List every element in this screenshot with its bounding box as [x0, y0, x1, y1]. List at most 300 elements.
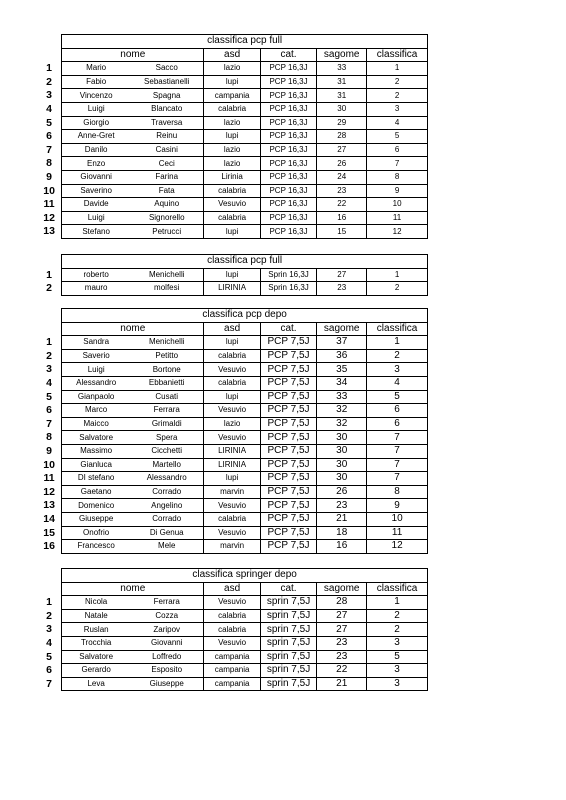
- table-title: classifica pcp full: [62, 35, 428, 49]
- row-number: 1: [46, 62, 53, 75]
- ranking-table-4: [40, 568, 428, 691]
- row-number: 3: [46, 363, 53, 376]
- sagome-cell: 16: [317, 540, 367, 554]
- classifica-cell: 4: [367, 116, 428, 130]
- sagome-cell: 30: [317, 444, 367, 458]
- ranking-table-2: [40, 254, 428, 296]
- table-row: [40, 268, 428, 282]
- column-header-classifica: classifica: [367, 48, 428, 62]
- first-name-cell: Mario: [62, 62, 130, 76]
- table-row: [40, 157, 428, 171]
- classifica-cell: 10: [367, 198, 428, 212]
- sagome-cell: 32: [317, 417, 367, 431]
- asd-cell: Lirinia: [204, 170, 260, 184]
- column-header-nome: nome: [62, 322, 204, 336]
- category-cell: PCP 7,5J: [260, 363, 316, 377]
- first-name-cell: Giovanni: [62, 170, 130, 184]
- classifica-cell: 12: [367, 225, 428, 239]
- last-name-cell: Esposito: [130, 664, 204, 678]
- row-number: 6: [46, 130, 53, 143]
- column-header-sagome: sagome: [317, 48, 367, 62]
- row-number: 3: [46, 623, 53, 636]
- classifica-cell: 7: [367, 444, 428, 458]
- sagome-cell: 27: [317, 143, 367, 157]
- first-name-cell: Anne-Gret: [62, 130, 130, 144]
- sagome-cell: 30: [317, 458, 367, 472]
- table-row: [40, 282, 428, 296]
- asd-cell: lupi: [204, 225, 260, 239]
- asd-cell: Vesuvio: [204, 404, 260, 418]
- classifica-cell: 2: [367, 349, 428, 363]
- last-name-cell: Mele: [130, 540, 204, 554]
- category-cell: PCP 16,3J: [260, 143, 316, 157]
- last-name-cell: Sacco: [130, 62, 204, 76]
- first-name-cell: Fabio: [62, 75, 130, 89]
- asd-cell: Vesuvio: [204, 499, 260, 513]
- category-cell: PCP 7,5J: [260, 431, 316, 445]
- asd-cell: marvin: [204, 485, 260, 499]
- sagome-cell: 23: [317, 282, 367, 296]
- table-row: [40, 198, 428, 212]
- table-row: [40, 444, 428, 458]
- row-number-spacer: [40, 35, 62, 49]
- classifica-cell: 3: [367, 363, 428, 377]
- table-row: [40, 458, 428, 472]
- sagome-cell: 34: [317, 376, 367, 390]
- first-name-cell: Nicola: [62, 596, 130, 610]
- classifica-cell: 4: [367, 376, 428, 390]
- column-header-classifica: classifica: [367, 322, 428, 336]
- last-name-cell: Petrucci: [130, 225, 204, 239]
- row-number: 6: [46, 664, 53, 677]
- row-number-spacer: [40, 309, 62, 323]
- asd-cell: lupi: [204, 130, 260, 144]
- asd-cell: Vesuvio: [204, 596, 260, 610]
- category-cell: PCP 7,5J: [260, 458, 316, 472]
- asd-cell: calabria: [204, 609, 260, 623]
- classifica-cell: 1: [367, 336, 428, 350]
- ranking-table-1: [40, 34, 428, 239]
- last-name-cell: Aquino: [130, 198, 204, 212]
- sagome-cell: 26: [317, 485, 367, 499]
- first-name-cell: Luigi: [62, 211, 130, 225]
- sagome-cell: 16: [317, 211, 367, 225]
- first-name-cell: Luigi: [62, 102, 130, 116]
- row-number: 3: [46, 89, 53, 102]
- row-number: 7: [46, 677, 53, 690]
- ranking-table-3: [40, 308, 428, 554]
- sagome-cell: 31: [317, 89, 367, 103]
- category-cell: sprin 7,5J: [260, 623, 316, 637]
- row-number: 5: [46, 650, 53, 663]
- table-row: [40, 363, 428, 377]
- first-name-cell: Salvatore: [62, 431, 130, 445]
- table-row: [40, 75, 428, 89]
- classifica-cell: 12: [367, 540, 428, 554]
- last-name-cell: Giuseppe: [130, 677, 204, 691]
- sagome-cell: 33: [317, 390, 367, 404]
- category-cell: PCP 7,5J: [260, 499, 316, 513]
- first-name-cell: Gerardo: [62, 664, 130, 678]
- asd-cell: marvin: [204, 540, 260, 554]
- row-number: 13: [43, 499, 55, 512]
- last-name-cell: molfesi: [130, 282, 204, 296]
- row-number: 5: [46, 116, 53, 129]
- last-name-cell: Corrado: [130, 512, 204, 526]
- first-name-cell: Domenico: [62, 499, 130, 513]
- table-row: [40, 143, 428, 157]
- classifica-cell: 8: [367, 170, 428, 184]
- classifica-cell: 10: [367, 512, 428, 526]
- asd-cell: campania: [204, 89, 260, 103]
- table-row: [40, 130, 428, 144]
- classifica-cell: 2: [367, 623, 428, 637]
- table-row: [40, 376, 428, 390]
- table-row: [40, 636, 428, 650]
- column-header-nome: nome: [62, 48, 204, 62]
- asd-cell: lazio: [204, 116, 260, 130]
- category-cell: PCP 16,3J: [260, 170, 316, 184]
- table-row: [40, 526, 428, 540]
- last-name-cell: Blancato: [130, 102, 204, 116]
- row-number: 12: [43, 211, 55, 224]
- last-name-cell: Di Genua: [130, 526, 204, 540]
- last-name-cell: Spagna: [130, 89, 204, 103]
- category-cell: PCP 16,3J: [260, 62, 316, 76]
- asd-cell: Vesuvio: [204, 363, 260, 377]
- asd-cell: Vesuvio: [204, 526, 260, 540]
- category-cell: PCP 7,5J: [260, 540, 316, 554]
- table-row: [40, 89, 428, 103]
- row-number: 1: [46, 268, 53, 281]
- row-number: 4: [46, 103, 53, 116]
- category-cell: Sprin 16,3J: [260, 268, 316, 282]
- classifica-cell: 7: [367, 458, 428, 472]
- sagome-cell: 26: [317, 157, 367, 171]
- column-header-asd: asd: [204, 48, 260, 62]
- sagome-cell: 35: [317, 363, 367, 377]
- row-number-spacer: [40, 582, 62, 596]
- classifica-cell: 1: [367, 596, 428, 610]
- classifica-cell: 1: [367, 268, 428, 282]
- row-number: 8: [46, 157, 53, 170]
- table-row: [40, 336, 428, 350]
- column-header-asd: asd: [204, 582, 260, 596]
- row-number: 2: [46, 609, 53, 622]
- sagome-cell: 23: [317, 636, 367, 650]
- category-cell: sprin 7,5J: [260, 609, 316, 623]
- category-cell: PCP 7,5J: [260, 376, 316, 390]
- table-row: [40, 512, 428, 526]
- table-title: classifica pcp full: [62, 255, 428, 269]
- sagome-cell: 33: [317, 62, 367, 76]
- category-cell: PCP 7,5J: [260, 444, 316, 458]
- table-row: [40, 184, 428, 198]
- classifica-cell: 3: [367, 664, 428, 678]
- first-name-cell: Giuseppe: [62, 512, 130, 526]
- category-cell: PCP 7,5J: [260, 417, 316, 431]
- first-name-cell: Onofrio: [62, 526, 130, 540]
- asd-cell: Vesuvio: [204, 431, 260, 445]
- sagome-cell: 15: [317, 225, 367, 239]
- first-name-cell: Vincenzo: [62, 89, 130, 103]
- classifica-cell: 9: [367, 184, 428, 198]
- asd-cell: calabria: [204, 102, 260, 116]
- row-number: 16: [43, 540, 55, 553]
- column-header-nome: nome: [62, 582, 204, 596]
- first-name-cell: Giorgio: [62, 116, 130, 130]
- asd-cell: LIRINIA: [204, 458, 260, 472]
- first-name-cell: Stefano: [62, 225, 130, 239]
- sagome-cell: 30: [317, 431, 367, 445]
- classifica-cell: 5: [367, 390, 428, 404]
- asd-cell: Vesuvio: [204, 198, 260, 212]
- category-cell: PCP 7,5J: [260, 336, 316, 350]
- row-number-spacer: [40, 48, 62, 62]
- first-name-cell: roberto: [62, 268, 130, 282]
- category-cell: PCP 16,3J: [260, 184, 316, 198]
- last-name-cell: Bortone: [130, 363, 204, 377]
- row-number: 11: [43, 198, 55, 211]
- sagome-cell: 29: [317, 116, 367, 130]
- last-name-cell: Menichelli: [130, 268, 204, 282]
- category-cell: PCP 16,3J: [260, 225, 316, 239]
- row-number-spacer: [40, 569, 62, 583]
- first-name-cell: Leva: [62, 677, 130, 691]
- category-cell: PCP 16,3J: [260, 211, 316, 225]
- asd-cell: lupi: [204, 336, 260, 350]
- category-cell: sprin 7,5J: [260, 650, 316, 664]
- classifica-cell: 6: [367, 404, 428, 418]
- sagome-cell: 22: [317, 664, 367, 678]
- row-number: 1: [46, 336, 53, 349]
- sagome-cell: 22: [317, 198, 367, 212]
- row-number: 9: [46, 170, 53, 183]
- category-cell: PCP 7,5J: [260, 404, 316, 418]
- column-header-cat: cat.: [260, 48, 316, 62]
- asd-cell: lupi: [204, 75, 260, 89]
- last-name-cell: Angelino: [130, 499, 204, 513]
- sagome-cell: 24: [317, 170, 367, 184]
- column-header-classifica: classifica: [367, 582, 428, 596]
- row-number: 8: [46, 431, 53, 444]
- category-cell: sprin 7,5J: [260, 636, 316, 650]
- last-name-cell: Ferrara: [130, 596, 204, 610]
- sagome-cell: 21: [317, 677, 367, 691]
- first-name-cell: Davide: [62, 198, 130, 212]
- table-row: [40, 596, 428, 610]
- classifica-cell: 9: [367, 499, 428, 513]
- sagome-cell: 21: [317, 512, 367, 526]
- classifica-cell: 2: [367, 89, 428, 103]
- last-name-cell: Ferrara: [130, 404, 204, 418]
- first-name-cell: Natale: [62, 609, 130, 623]
- row-number: 2: [46, 349, 53, 362]
- row-number: 6: [46, 404, 53, 417]
- last-name-cell: Reinu: [130, 130, 204, 144]
- category-cell: PCP 7,5J: [260, 512, 316, 526]
- sagome-cell: 31: [317, 75, 367, 89]
- row-number: 10: [43, 458, 55, 471]
- row-number: 5: [46, 390, 53, 403]
- first-name-cell: Danilo: [62, 143, 130, 157]
- last-name-cell: Alessandro: [130, 472, 204, 486]
- table-row: [40, 431, 428, 445]
- first-name-cell: Maicco: [62, 417, 130, 431]
- category-cell: PCP 7,5J: [260, 526, 316, 540]
- table-row: [40, 664, 428, 678]
- first-name-cell: Ruslan: [62, 623, 130, 637]
- last-name-cell: Sebastianelli: [130, 75, 204, 89]
- column-header-cat: cat.: [260, 322, 316, 336]
- table-row: [40, 540, 428, 554]
- table-row: [40, 390, 428, 404]
- classifica-cell: 7: [367, 157, 428, 171]
- table-row: [40, 677, 428, 691]
- last-name-cell: Petitto: [130, 349, 204, 363]
- row-number: 12: [43, 485, 55, 498]
- asd-cell: LIRINIA: [204, 444, 260, 458]
- asd-cell: calabria: [204, 512, 260, 526]
- category-cell: PCP 7,5J: [260, 485, 316, 499]
- category-cell: Sprin 16,3J: [260, 282, 316, 296]
- first-name-cell: Trocchia: [62, 636, 130, 650]
- classifica-cell: 1: [367, 62, 428, 76]
- first-name-cell: Massimo: [62, 444, 130, 458]
- row-number: 7: [46, 417, 53, 430]
- first-name-cell: Salvatore: [62, 650, 130, 664]
- row-number: 14: [43, 512, 55, 525]
- row-number: 2: [46, 282, 53, 295]
- last-name-cell: Spera: [130, 431, 204, 445]
- row-number: 15: [43, 526, 55, 539]
- category-cell: PCP 7,5J: [260, 390, 316, 404]
- sagome-cell: 28: [317, 130, 367, 144]
- asd-cell: campania: [204, 677, 260, 691]
- classifica-cell: 8: [367, 485, 428, 499]
- last-name-cell: Fata: [130, 184, 204, 198]
- last-name-cell: Corrado: [130, 485, 204, 499]
- table-row: [40, 650, 428, 664]
- classifica-cell: 11: [367, 526, 428, 540]
- first-name-cell: Marco: [62, 404, 130, 418]
- last-name-cell: Traversa: [130, 116, 204, 130]
- asd-cell: calabria: [204, 623, 260, 637]
- table-row: [40, 485, 428, 499]
- table-title: classifica springer depo: [62, 569, 428, 583]
- table-row: [40, 472, 428, 486]
- classifica-cell: 3: [367, 102, 428, 116]
- category-cell: PCP 16,3J: [260, 89, 316, 103]
- row-number: 1: [46, 596, 53, 609]
- asd-cell: lupi: [204, 268, 260, 282]
- classifica-cell: 6: [367, 143, 428, 157]
- sagome-cell: 27: [317, 623, 367, 637]
- last-name-cell: Casini: [130, 143, 204, 157]
- asd-cell: calabria: [204, 349, 260, 363]
- table-row: [40, 211, 428, 225]
- category-cell: PCP 16,3J: [260, 157, 316, 171]
- last-name-cell: Menichelli: [130, 336, 204, 350]
- last-name-cell: Cusati: [130, 390, 204, 404]
- sagome-cell: 30: [317, 472, 367, 486]
- table-row: [40, 102, 428, 116]
- table-row: [40, 623, 428, 637]
- last-name-cell: Grimaldi: [130, 417, 204, 431]
- classifica-cell: 7: [367, 472, 428, 486]
- sagome-cell: 23: [317, 650, 367, 664]
- row-number: 7: [46, 143, 53, 156]
- first-name-cell: Gianluca: [62, 458, 130, 472]
- sagome-cell: 32: [317, 404, 367, 418]
- sagome-cell: 23: [317, 499, 367, 513]
- row-number: 4: [46, 377, 53, 390]
- first-name-cell: Sandra: [62, 336, 130, 350]
- category-cell: PCP 16,3J: [260, 102, 316, 116]
- classifica-cell: 7: [367, 431, 428, 445]
- asd-cell: calabria: [204, 184, 260, 198]
- first-name-cell: Gaetano: [62, 485, 130, 499]
- sagome-cell: 18: [317, 526, 367, 540]
- row-number: 11: [43, 472, 55, 485]
- classifica-cell: 6: [367, 417, 428, 431]
- last-name-cell: Signorello: [130, 211, 204, 225]
- table-row: [40, 349, 428, 363]
- table-row: [40, 404, 428, 418]
- row-number-spacer: [40, 255, 62, 269]
- classifica-cell: 11: [367, 211, 428, 225]
- classifica-cell: 2: [367, 75, 428, 89]
- category-cell: PCP 7,5J: [260, 349, 316, 363]
- category-cell: sprin 7,5J: [260, 664, 316, 678]
- first-name-cell: mauro: [62, 282, 130, 296]
- category-cell: PCP 16,3J: [260, 198, 316, 212]
- first-name-cell: Alessandro: [62, 376, 130, 390]
- last-name-cell: Loffredo: [130, 650, 204, 664]
- asd-cell: campania: [204, 664, 260, 678]
- first-name-cell: DI stefano: [62, 472, 130, 486]
- table-row: [40, 609, 428, 623]
- last-name-cell: Ebbanietti: [130, 376, 204, 390]
- asd-cell: lazio: [204, 62, 260, 76]
- column-header-cat: cat.: [260, 582, 316, 596]
- last-name-cell: Zaripov: [130, 623, 204, 637]
- category-cell: PCP 16,3J: [260, 116, 316, 130]
- sagome-cell: 27: [317, 268, 367, 282]
- row-number: 10: [43, 184, 55, 197]
- first-name-cell: Saverino: [62, 184, 130, 198]
- sagome-cell: 23: [317, 184, 367, 198]
- asd-cell: lupi: [204, 390, 260, 404]
- last-name-cell: Cicchetti: [130, 444, 204, 458]
- last-name-cell: Cozza: [130, 609, 204, 623]
- sagome-cell: 30: [317, 102, 367, 116]
- classifica-cell: 2: [367, 609, 428, 623]
- row-number: 13: [43, 225, 55, 238]
- asd-cell: lazio: [204, 417, 260, 431]
- row-number: 9: [46, 444, 53, 457]
- first-name-cell: Enzo: [62, 157, 130, 171]
- last-name-cell: Farina: [130, 170, 204, 184]
- asd-cell: campania: [204, 650, 260, 664]
- category-cell: sprin 7,5J: [260, 596, 316, 610]
- category-cell: PCP 16,3J: [260, 75, 316, 89]
- row-number-spacer: [40, 322, 62, 336]
- last-name-cell: Giovanni: [130, 636, 204, 650]
- asd-cell: lupi: [204, 472, 260, 486]
- first-name-cell: Francesco: [62, 540, 130, 554]
- sagome-cell: 27: [317, 609, 367, 623]
